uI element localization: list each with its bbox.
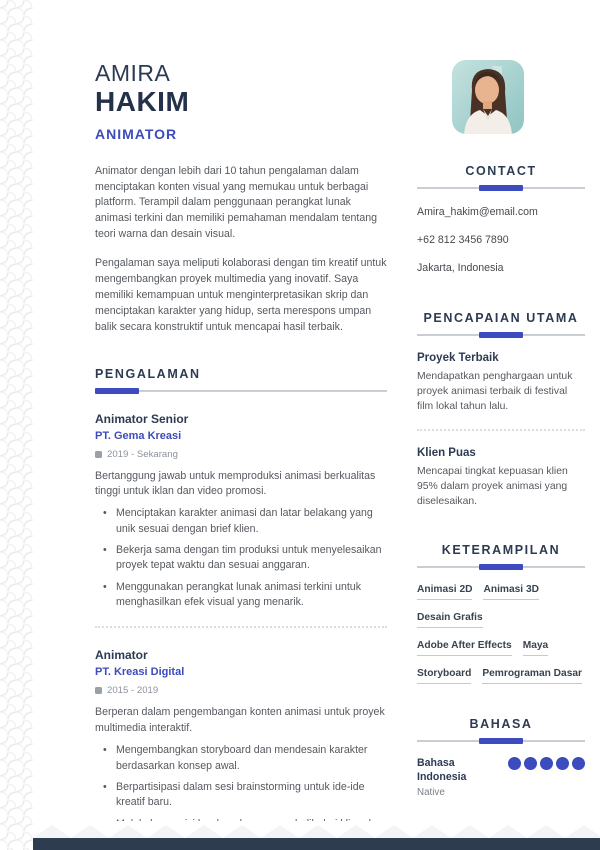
languages-heading: BAHASA: [469, 717, 533, 732]
proficiency-dot: [556, 757, 569, 770]
contact-heading: CONTACT: [465, 163, 537, 178]
contact-section: [417, 164, 585, 274]
achievement-item: [417, 352, 585, 414]
job-period: [95, 449, 387, 460]
skills-section: [417, 543, 585, 684]
achievements-section: [417, 311, 585, 509]
section-rule: [417, 566, 585, 568]
job-description: Berperan dalam pengembangan konten animasi untuk proyek multimedia interaktif.: [95, 706, 385, 735]
left-column: [95, 164, 387, 848]
summary-paragraph-1: Animator dengan lebih dari 10 tahun pengalaman dalam menciptakan konten visual yang memukau untuk berbagai platform. Terampil dalam penggunaan perangkat lunak animasi terkini dan memiliki pemahaman mendalam tentang teori warna dan desain visual.: [95, 164, 378, 241]
skills-heading: KETERAMPILAN: [441, 543, 561, 558]
section-rule: [417, 334, 585, 336]
decorative-pattern-strip: [0, 0, 33, 850]
languages-section: [417, 717, 585, 798]
profile-photo: [452, 60, 524, 134]
language-proficiency-dots: [508, 756, 585, 798]
job-bullet: • Menciptakan karakter animasi dan latar belakang yang unik sesuai dengan brief klien.: [95, 506, 387, 537]
skill-tag: Storyboard: [417, 668, 471, 684]
skill-tag: Desain Grafis: [417, 612, 483, 628]
job-company: PT. Kreasi Digital: [95, 666, 185, 679]
skill-tag: Animasi 2D: [417, 584, 472, 600]
job-bullet: • Bekerja sama dengan tim produksi untuk menyelesaikan proyek tepat waktu dan sesuai anggaran.: [95, 543, 387, 574]
language-name: Bahasa Indonesia: [417, 757, 467, 784]
contact-phone: +62 812 3456 7890: [417, 233, 509, 246]
header: [95, 60, 587, 142]
proficiency-dot: [508, 757, 521, 770]
section-rule: [95, 390, 387, 392]
achievement-description: Mencapai tingkat kepuasan klien 95% dalam proyek animasi yang diselesaikan.: [417, 465, 568, 508]
bottom-accent-bar: [33, 838, 600, 850]
job-period-text: 2015 - 2019: [107, 685, 159, 697]
job-title: Animator: [95, 648, 148, 663]
achievements-heading: PENCAPAIAN UTAMA: [423, 310, 579, 325]
proficiency-dot: [572, 757, 585, 770]
name-block: [95, 60, 189, 142]
achievement-title: Klien Puas: [417, 446, 476, 459]
resume-content: [95, 60, 587, 847]
rule-accent-chip: [479, 564, 523, 570]
job-company: PT. Gema Kreasi: [95, 429, 182, 442]
job-divider: [95, 626, 387, 628]
zigzag-decoration: [33, 821, 600, 838]
profession-title: ANIMATOR: [95, 125, 178, 142]
skills-list: [417, 584, 585, 684]
language-name-block: [417, 756, 481, 798]
achievement-description: Mendapatkan penghargaan untuk proyek animasi terbaik di festival film lokal tahun lalu.: [417, 370, 573, 412]
skill-tag: Maya: [523, 640, 548, 656]
job-bullet: • Berpartisipasi dalam sesi brainstorming untuk ide-ide kreatif baru.: [95, 780, 387, 811]
achievement-item: [417, 447, 585, 509]
rule-accent-chip: [479, 185, 523, 191]
rule-accent-chip: [95, 388, 139, 394]
job-period: [95, 685, 387, 696]
language-item: [417, 756, 585, 798]
columns: [95, 164, 587, 848]
job-entry: [95, 412, 387, 611]
section-rule: [417, 740, 585, 742]
calendar-icon: [95, 451, 102, 458]
job-bullet-list: [95, 506, 387, 610]
right-column: [417, 164, 585, 848]
calendar-icon: [95, 687, 102, 694]
proficiency-dot: [540, 757, 553, 770]
section-rule: [417, 187, 585, 189]
job-title: Animator Senior: [95, 411, 189, 426]
job-bullet: • Mengembangkan storyboard dan mendesain karakter berdasarkan konsep awal.: [95, 743, 387, 774]
achievement-title: Proyek Terbaik: [417, 351, 499, 364]
rule-accent-chip: [479, 738, 523, 744]
summary-paragraph-2: Pengalaman saya meliputi kolaborasi dengan tim kreatif untuk mengembangkan proyek multimedia yang inovatif. Saya memiliki kemampuan untuk menginterpretasikan skrip dan menciptakan karakter yang hidup, serta merespons umpan balik secara konstruktif untuk mencapai hasil terbaik.: [95, 257, 387, 333]
rule-accent-chip: [479, 332, 523, 338]
proficiency-dot: [524, 757, 537, 770]
contact-email: Amira_hakim@email.com: [417, 205, 538, 218]
achievement-divider: [417, 429, 585, 431]
language-level: Native: [417, 786, 445, 798]
experience-section: [95, 367, 387, 848]
experience-heading: PENGALAMAN: [95, 366, 201, 381]
contact-location: Jakarta, Indonesia: [417, 261, 504, 274]
job-entry: [95, 648, 387, 847]
skill-tag: Animasi 3D: [483, 584, 538, 600]
job-bullet: • Menggunakan perangkat lunak animasi terkini untuk menghasilkan efek visual yang menarik.: [95, 580, 387, 611]
job-period-text: 2019 - Sekarang: [107, 448, 178, 460]
contact-items: [417, 206, 585, 274]
job-description: Bertanggung jawab untuk memproduksi animasi berkualitas tinggi untuk iklan dan video promosi.: [95, 469, 376, 498]
last-name: HAKIM: [95, 86, 190, 118]
first-name: AMIRA: [95, 60, 171, 86]
skill-tag: Pemrograman Dasar: [482, 668, 582, 684]
skill-tag: Adobe After Effects: [417, 640, 512, 656]
